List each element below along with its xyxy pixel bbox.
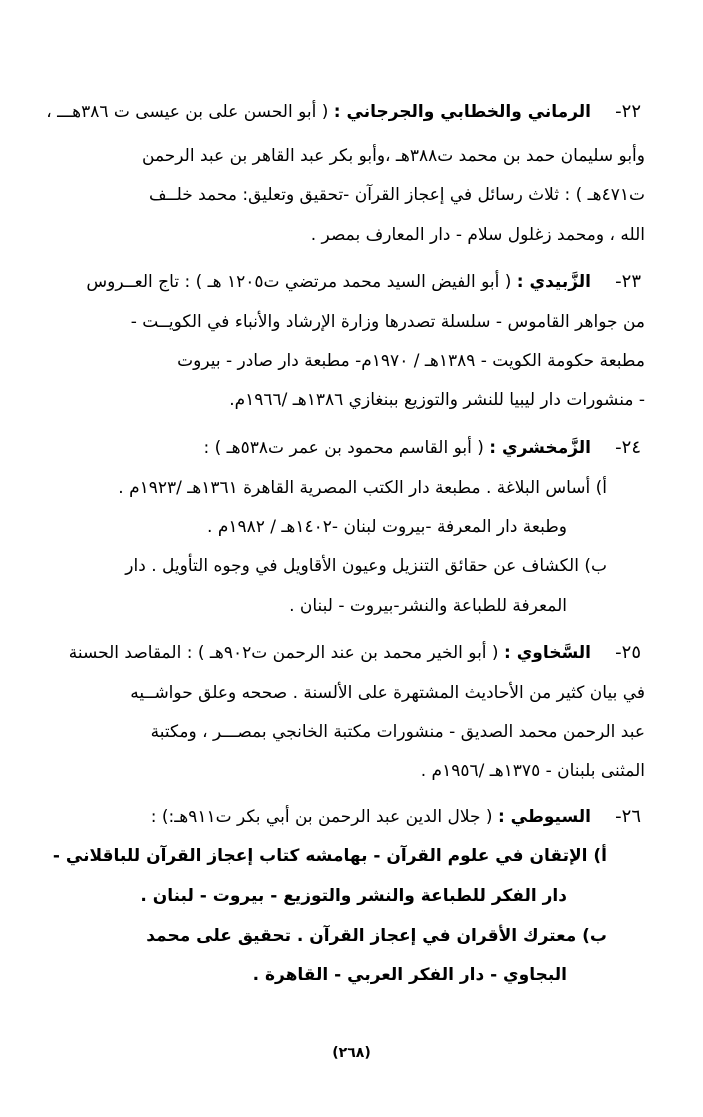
entry-text: عبد الرحمن محمد الصديق - منشورات مكتبة الخانجي بمصـــر ، ومكتبة [150, 722, 645, 742]
entry-author: الرماني والخطابي والجرجاني : [333, 102, 591, 122]
entry-text: من جواهر القاموس - سلسلة تصدرها وزارة الإرشاد والأنباء في الكويــت - [130, 312, 645, 332]
entry-24-line-1 [0, 428, 703, 468]
entry-text: المثنى بلبنان - ١٣٧٥هـ /١٩٥٦م . [420, 761, 645, 781]
entry-author: السَّخاوي : [503, 643, 591, 663]
entry-text: الله ، ومحمد زغلول سلام - دار المعارف بمصر . [310, 225, 645, 245]
entry-text: ب) الكشاف عن حقائق التنزيل وعيون الأقاويل في وجوه التأويل . دار [125, 556, 607, 576]
entry-text: في بيان كثير من الأحاديث المشتهرة على الألسنة . صححه وعلق حواشــيه [130, 683, 645, 703]
entry-25-line-2 [0, 673, 703, 713]
entry-22-line-1 [0, 92, 703, 132]
entry-24-line-5 [0, 586, 703, 626]
entry-text: وأبو سليمان حمد بن محمد ت٣٨٨هـ ،وأبو بكر عبد القاهر بن عبد الرحمن [142, 146, 645, 166]
entry-22-line-3 [0, 175, 703, 215]
entry-25-line-1 [0, 633, 703, 673]
entry-text: ( أبو الحسن على بن عيسى ت ٣٨٦هـــ ، [46, 102, 329, 122]
entry-23-line-2 [0, 302, 703, 342]
entry-author: الزَّمخشري : [489, 438, 591, 458]
entry-25-line-3 [0, 712, 703, 752]
entry-26-line-5 [0, 955, 703, 995]
entry-24-line-2 [0, 468, 703, 508]
entry-text: دار الفكر للطباعة والنشر والتوزيع - بيروت - لبنان . [140, 886, 567, 906]
entry-22-line-2 [0, 136, 703, 176]
entry-text: أ) أساس البلاغة . مطبعة دار الكتب المصرية القاهرة ١٣٦١هـ /١٩٢٣م . [118, 478, 607, 498]
page-number: (٢٦٨) [332, 1045, 371, 1061]
entry-25-line-4 [0, 751, 703, 791]
entry-text: مطبعة حكومة الكويت - ١٣٨٩هـ / ١٩٧٠م- مطبعة دار صادر - بيروت [177, 351, 645, 371]
entry-author: السيوطي : [497, 807, 591, 827]
entry-text: ( أبو القاسم محمود بن عمر ت٥٣٨هـ ) : [203, 438, 484, 458]
entry-number: ٢٥- [615, 642, 641, 663]
entry-text: ب) معترك الأقران في إعجاز القرآن . تحقيق على محمد [146, 926, 607, 946]
entry-text: ت٤٧١هـ ) : ثلاث رسائل في إعجاز القرآن -تحقيق وتعليق: محمد خلــف [149, 185, 645, 205]
entry-text: أ) الإتقان في علوم القرآن - بهامشه كتاب إعجاز القرآن للباقلاني - [52, 846, 607, 866]
entry-text: المعرفة للطباعة والنشر-بيروت - لبنان . [289, 596, 567, 616]
entry-number: ٢٦- [615, 806, 641, 827]
entry-24-line-3 [0, 507, 703, 547]
entry-text: البجاوي - دار الفكر العربي - القاهرة . [252, 965, 567, 985]
entry-text: ( جلال الدين عبد الرحمن بن أبي بكر ت٩١١هـ:) : [150, 807, 493, 827]
entry-23-line-3 [0, 341, 703, 381]
entry-26-line-3 [0, 876, 703, 916]
entry-number: ٢٤- [615, 437, 641, 458]
entry-26-line-4 [0, 916, 703, 956]
entry-number: ٢٣- [615, 271, 641, 292]
entry-22-line-4 [0, 215, 703, 255]
entry-text: - منشورات دار ليبيا للنشر والتوزيع ببنغازي ١٣٨٦هـ /١٩٦٦م. [229, 390, 645, 410]
entry-author: الزَّبيدي : [516, 272, 591, 292]
entry-text: وطبعة دار المعرفة -بيروت لبنان -١٤٠٢هـ / ١٩٨٢م . [207, 517, 567, 537]
entry-26-line-1 [0, 797, 703, 837]
entry-number: ٢٢- [615, 101, 641, 122]
entry-text: ( أبو الفيض السيد محمد مرتضي ت١٢٠٥ هـ ) : تاج العــروس [86, 272, 512, 292]
entry-23-line-1 [0, 262, 703, 302]
entry-text: ( أبو الخير محمد بن عند الرحمن ت٩٠٢هـ ) : المقاصد الحسنة [68, 643, 499, 663]
entry-24-line-4 [0, 546, 703, 586]
entry-23-line-4 [0, 380, 703, 420]
entry-26-line-2 [0, 836, 703, 876]
